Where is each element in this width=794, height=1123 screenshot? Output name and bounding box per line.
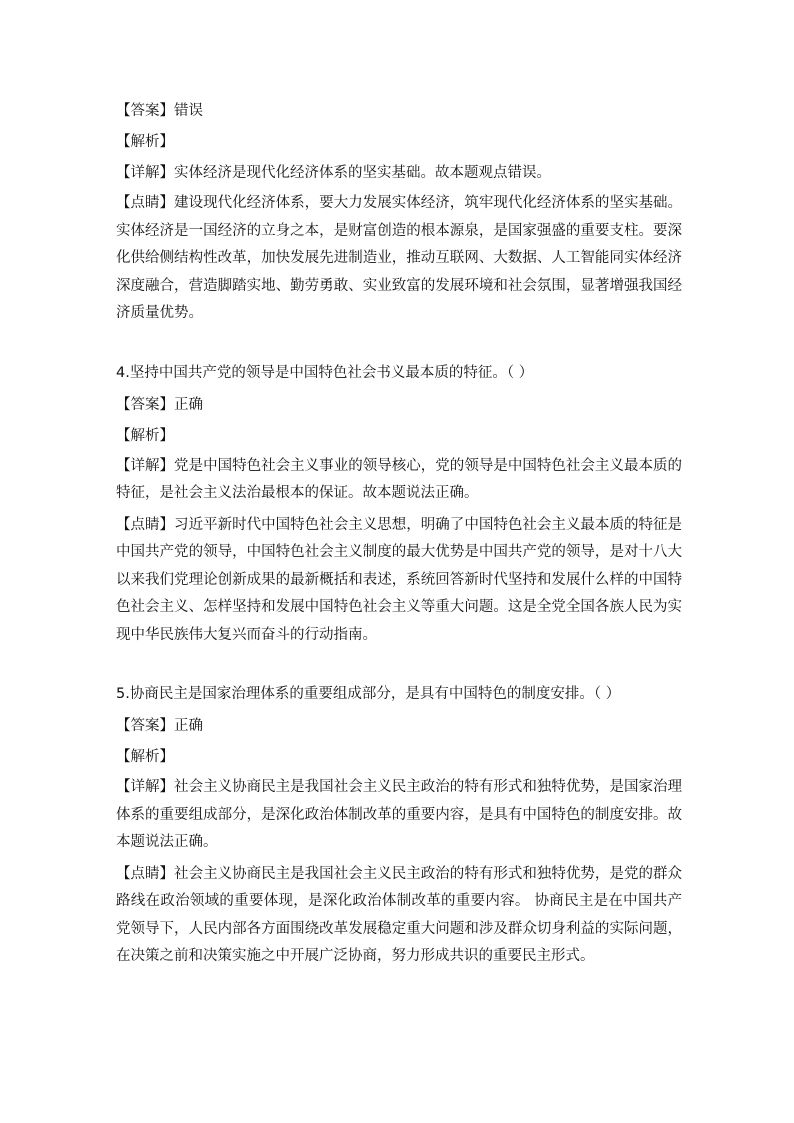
answer-line: 【答案】正确: [116, 396, 203, 413]
question-3-solution: [116, 98, 682, 328]
question-text: 4.坚持中国共产党的领导是中国特色社会书义最本质的特征。（ ）: [116, 364, 534, 381]
analysis-heading: 【解析】: [116, 749, 174, 765]
comment-paragraph: 【点睛】社会主义协商民主是我国社会主义民主政治的特有形式和独特优势，是党的群众路线在政治领域的重要体现，是深化政治体制改革的重要内容。 协商民主是在中国共产党领导下，人民内部各方面围绕改革发展稳定重大问题和涉及群众切身利益的实际问题，在决策之前和决策实施之中开展广泛协商，努力形成共识的重要民主形式。: [116, 865, 682, 964]
analysis-heading: 【解析】: [116, 134, 174, 150]
spacer: [116, 649, 682, 669]
spacer: [116, 328, 682, 348]
comment-paragraph: 【点睛】建设现代化经济体系，要大力发展实体经济，筑牢现代化经济体系的坚实基础。实体经济是一国经济的立身之本，是财富创造的根本源泉，是国家强盛的重要支柱。要深化供给侧结构性改革，加快发展先进制造业，推动互联网、大数据、人工智能同实体经济深度融合，营造脚踏实地、勤劳勇敢、实业致富的发展环境和社会氛围，显著增强我国经济质量优势。: [116, 195, 682, 321]
question-4: [116, 360, 682, 650]
document-content: [116, 98, 682, 971]
detail-paragraph: 【详解】党是中国特色社会主义事业的领导核心，党的领导是中国特色社会主义最本质的特征，是社会主义法治最根本的保证。故本题说法正确。: [116, 457, 682, 501]
question-text: 5.协商民主是国家治理体系的重要组成部分，是具有中国特色的制度安排。（ ）: [116, 686, 621, 702]
comment-paragraph: 【点睛】习近平新时代中国特色社会主义思想，明确了中国特色社会主义最本质的特征是中国共产党的领导，中国特色社会主义制度的最大优势是中国共产党的领导，是对十八大以来我们党理论创新成果的最新概括和表述，系统回答新时代坚持和发展什么样的中国特色社会主义、怎样坚持和发展中国特色社会主义等重大问题。这是全党全国各族人民为实现中华民族伟大复兴而奋斗的行动指南。: [116, 516, 682, 643]
detail-paragraph: 【详解】社会主义协商民主是我国社会主义民主政治的特有形式和独特优势，是国家治理体系的重要组成部分，是深化政治体制改革的重要内容，是具有中国特色的制度安排。故本题说法正确。: [116, 779, 682, 850]
answer-line: 【答案】正确: [116, 718, 203, 734]
analysis-heading: 【解析】: [116, 427, 174, 444]
question-5: [116, 681, 682, 971]
answer-line: 【答案】错误: [116, 103, 203, 119]
detail-paragraph: 【详解】实体经济是现代化经济体系的坚实基础。故本题观点错误。: [116, 165, 551, 181]
